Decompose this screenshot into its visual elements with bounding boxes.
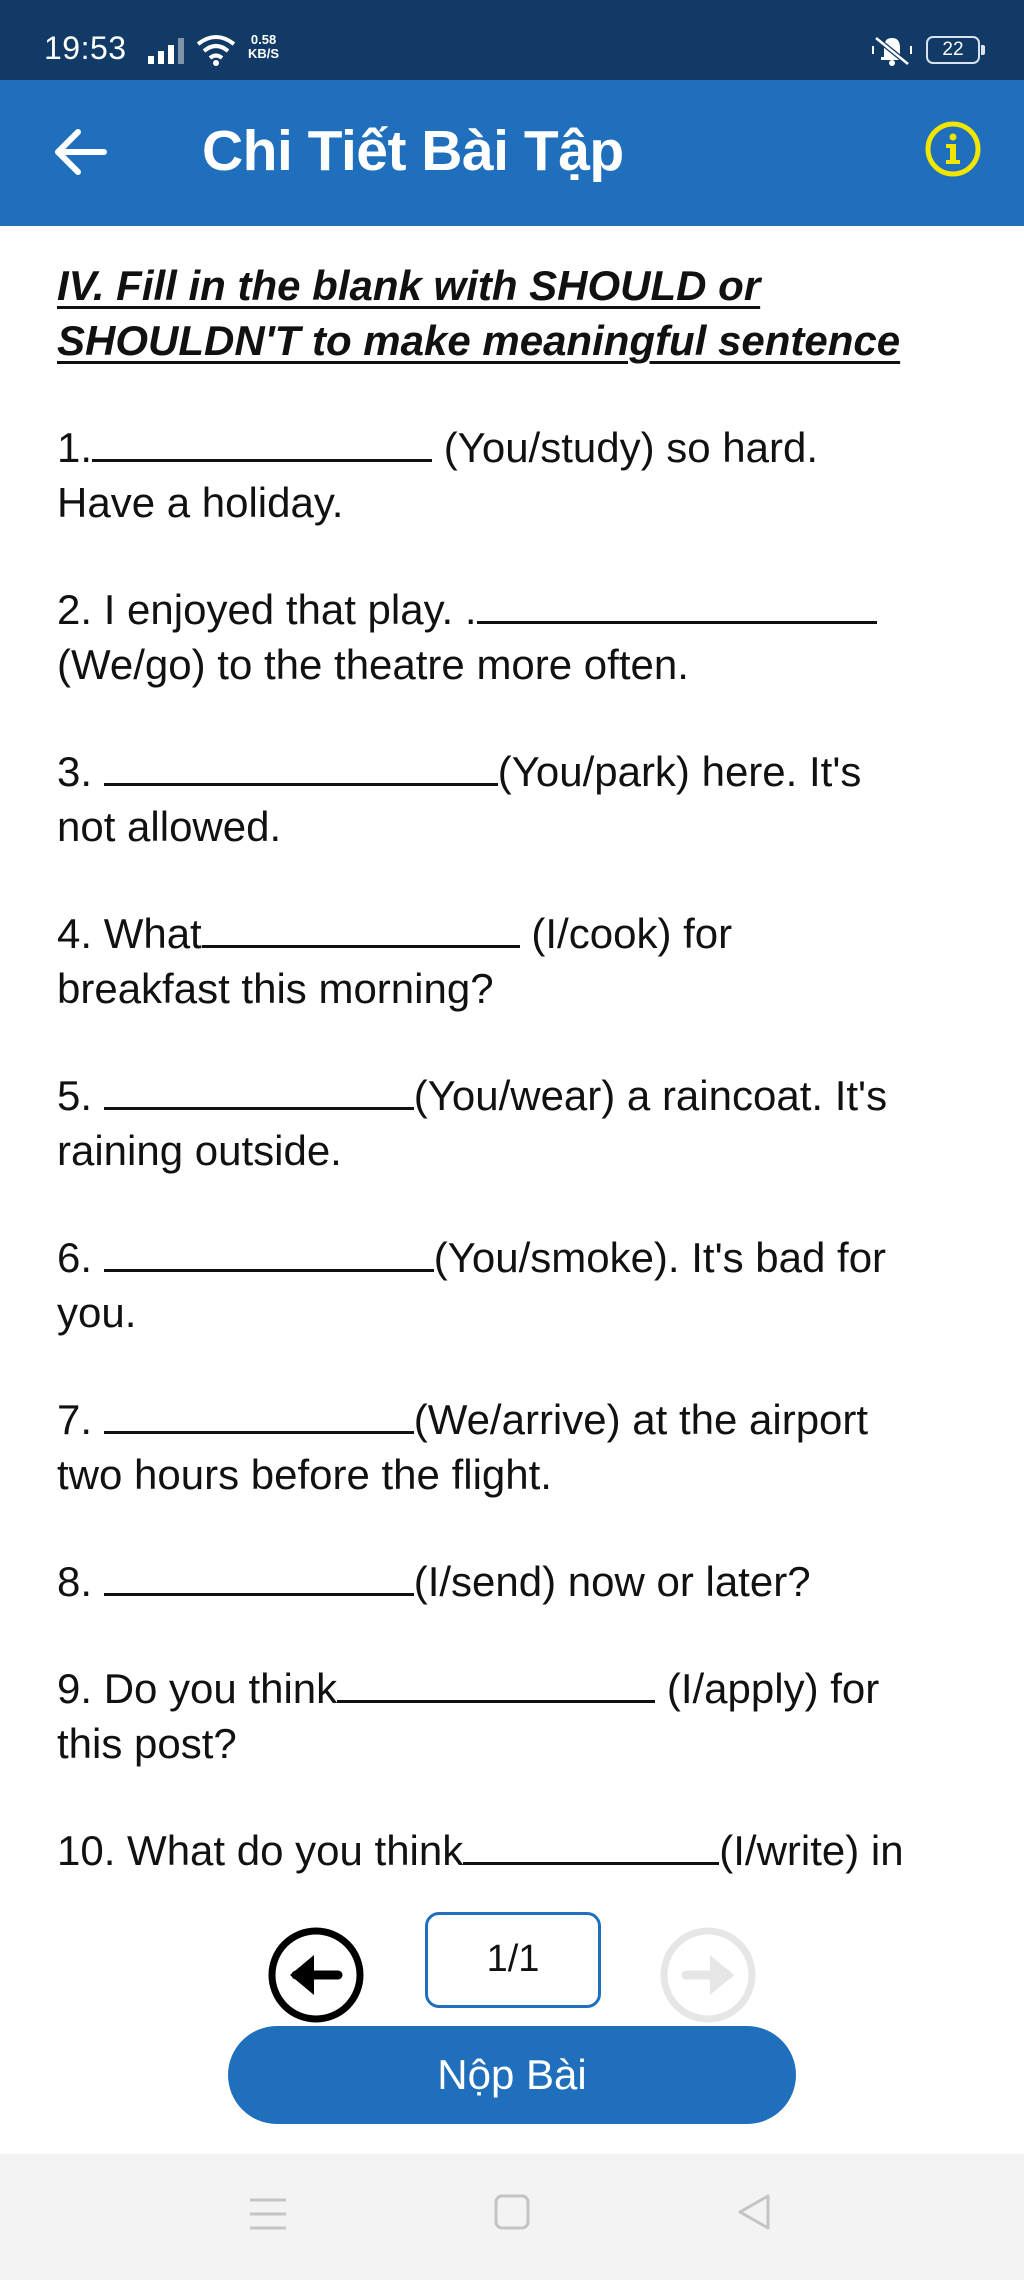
answer-blank[interactable]	[104, 1071, 414, 1110]
question-text: breakfast this morning?	[57, 965, 494, 1012]
question-10	[57, 1823, 977, 1878]
status-time: 19:53	[44, 30, 127, 66]
question-4	[57, 906, 977, 1016]
system-back-icon[interactable]	[732, 2190, 776, 2234]
question-text: 7.	[57, 1396, 104, 1443]
question-text: (We/arrive) at the airport	[413, 1396, 869, 1443]
answer-blank[interactable]	[477, 585, 877, 624]
vibrate-bell-icon	[870, 34, 914, 66]
previous-page-arrow-icon[interactable]	[268, 1927, 364, 2023]
network-speed-unit: KB/S	[248, 46, 280, 61]
recent-apps-icon[interactable]	[246, 2192, 290, 2236]
question-text: (You/smoke). It's bad for	[433, 1234, 887, 1281]
question-text: 4. What	[57, 910, 202, 957]
question-text: you.	[57, 1289, 137, 1336]
answer-blank[interactable]	[104, 747, 498, 786]
question-text: (You/wear) a raincoat. It's	[413, 1072, 888, 1119]
exercise-heading	[57, 258, 977, 368]
question-text: Have a holiday.	[57, 479, 344, 526]
question-text: (You/study) so hard.	[432, 424, 819, 471]
question-text: (I/cook) for	[519, 910, 733, 957]
question-2	[57, 582, 977, 692]
question-1	[57, 420, 977, 530]
question-text: (I/apply) for	[655, 1665, 880, 1712]
question-text: 9. Do you think	[57, 1665, 338, 1712]
pagination	[0, 1912, 1024, 2016]
answer-blank[interactable]	[104, 1395, 414, 1434]
answer-blank[interactable]	[104, 1233, 434, 1272]
question-text: 10. What do you think	[57, 1827, 464, 1874]
question-text: (I/send) now or later?	[413, 1558, 811, 1605]
question-text: (You/park) here. It's	[497, 748, 862, 795]
question-text: this post?	[57, 1720, 237, 1767]
network-speed	[248, 33, 279, 61]
question-text: 5.	[57, 1072, 104, 1119]
question-5	[57, 1068, 977, 1178]
home-icon[interactable]	[490, 2190, 534, 2234]
system-nav-bar	[0, 2154, 1024, 2280]
info-icon[interactable]	[924, 120, 982, 178]
question-6	[57, 1230, 977, 1340]
answer-blank[interactable]	[202, 909, 520, 948]
question-text: raining outside.	[57, 1127, 342, 1174]
answer-blank[interactable]	[104, 1557, 414, 1596]
exercise-heading-line1: IV. Fill in the blank with SHOULD or	[57, 262, 761, 309]
question-text: (I/write) in	[719, 1827, 904, 1874]
wifi-icon	[196, 34, 236, 66]
question-text: 1.	[57, 424, 93, 471]
question-8	[57, 1554, 977, 1609]
network-speed-value: 0.58	[250, 32, 277, 47]
answer-blank[interactable]	[92, 423, 432, 462]
back-arrow-icon[interactable]	[48, 120, 112, 184]
question-text: 3.	[57, 748, 104, 795]
question-9	[57, 1661, 977, 1771]
question-text: two hours before the flight.	[57, 1451, 552, 1498]
question-3	[57, 744, 977, 854]
status-bar	[0, 0, 1024, 80]
signal-icon	[148, 38, 188, 64]
answer-blank[interactable]	[337, 1664, 655, 1703]
exercise-heading-line2: SHOULDN'T to make meaningful sentence	[57, 317, 901, 364]
next-page-arrow-icon[interactable]	[660, 1927, 756, 2023]
question-text: 6.	[57, 1234, 104, 1281]
question-text: (We/go) to the theatre more often.	[57, 641, 689, 688]
exercise-content	[57, 258, 977, 1888]
answer-blank[interactable]	[463, 1826, 719, 1865]
page-indicator: 1/1	[425, 1912, 601, 2008]
question-text: not allowed.	[57, 803, 282, 850]
app-bar	[0, 80, 1024, 226]
submit-button[interactable]: Nộp Bài	[228, 2026, 796, 2124]
page-title: Chi Tiết Bài Tập	[202, 119, 624, 183]
question-7	[57, 1392, 977, 1502]
battery-indicator: 22	[926, 36, 980, 64]
question-text: 2. I enjoyed that play. .	[57, 586, 477, 633]
question-text: 8.	[57, 1558, 104, 1605]
